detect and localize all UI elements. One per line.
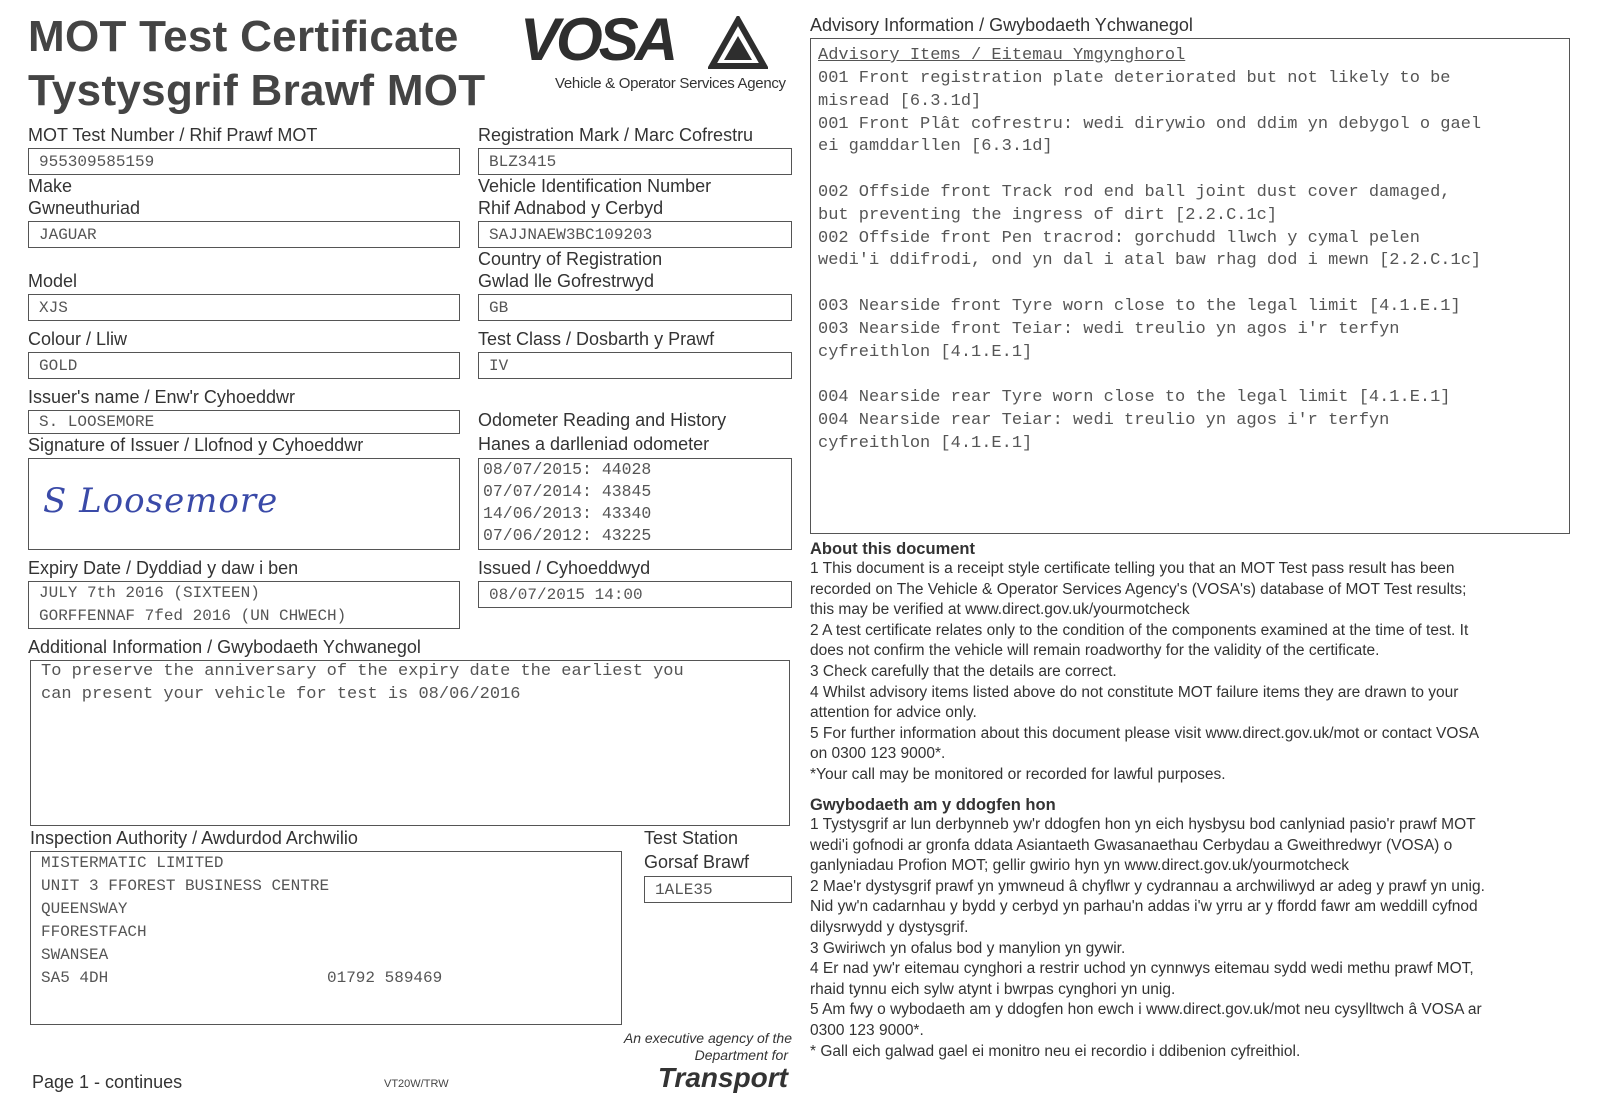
about-line-en: does not confirm the vehicle will remain roadworthy for the validity of the certificate. <box>810 642 1380 660</box>
country-label-en: Country of Registration <box>478 249 663 269</box>
inspection-authority-field <box>30 851 622 1025</box>
additional-info-label: Additional Information / Gwybodaeth Ychwanegol <box>28 637 421 657</box>
odometer-label-en: Odometer Reading and History <box>478 410 727 430</box>
test-class-label: Test Class / Dosbarth y Prawf <box>478 329 715 349</box>
test-station-label-en: Test Station <box>644 828 739 848</box>
about-line-cy: 1 Tystysgrif ar lun derbynneb yw'r ddogfen hon yn eich hysbysu bod canlyniad pasio'r prawf MOT <box>810 816 1476 833</box>
dft-line-2: Department for <box>694 1047 788 1063</box>
make-value: JAGUAR <box>39 226 97 244</box>
test-station-label-cy: Gorsaf Brawf <box>644 852 750 872</box>
issuer-name-label: Issuer's name / Enw'r Cyhoeddwr <box>28 387 295 407</box>
test-number-value: 955309585159 <box>39 153 155 171</box>
colour-value: GOLD <box>39 357 78 375</box>
make-label-cy: Gwneuthuriad <box>28 198 141 218</box>
country-value: GB <box>489 299 509 317</box>
test-class-value: IV <box>489 357 509 375</box>
about-line-en: 1 This document is a receipt style certificate telling you that an MOT Test pass result has been <box>810 560 1455 577</box>
about-heading-en: About this document <box>810 540 975 558</box>
about-line-cy: rhaid tynnu eich sylw atynt i bwrpas cynghori yn unig. <box>810 980 1176 998</box>
advisory-line: 004 Nearside rear Teiar: wedi treulio yn agos i'r terfyn <box>818 410 1390 430</box>
vosa-triangle-icon <box>708 16 768 72</box>
registration-label: Registration Mark / Marc Cofrestru <box>478 125 754 145</box>
model-field <box>28 294 460 321</box>
about-line-en: attention for advice only. <box>810 704 977 722</box>
inspection-authority-label: Inspection Authority / Awdurdod Archwilio <box>30 828 358 848</box>
issued-value: 08/07/2015 14:00 <box>489 586 643 604</box>
about-line-en: 3 Check carefully that the details are correct. <box>810 662 1117 680</box>
about-line-en: *Your call may be monitored or recorded for lawful purposes. <box>810 765 1226 783</box>
odometer-reading-4: 07/06/2012: 43225 <box>483 526 652 545</box>
registration-field <box>478 148 792 175</box>
dft-line-3: Transport <box>657 1062 788 1093</box>
advisory-line: 004 Nearside rear Tyre worn close to the legal limit [4.1.E.1] <box>818 388 1451 408</box>
title-english: MOT Test Certificate <box>28 12 459 61</box>
vosa-logo-text: VOSA <box>520 6 675 73</box>
advisory-line: 003 Nearside front Teiar: wedi treulio yn agos i'r terfyn <box>818 319 1400 339</box>
advisory-line: ei gamddarllen [6.3.1d] <box>818 137 1053 157</box>
expiry-value-cy: GORFFENNAF 7fed 2016 (UN CHWECH) <box>39 607 347 625</box>
issued-field <box>478 581 792 608</box>
about-line-en: 2 A test certificate relates only to the condition of the components examined at the time of test. It <box>810 621 1469 639</box>
inspection-line-4: FFORESTFACH <box>41 923 147 941</box>
title-welsh: Tystysgrif Brawf MOT <box>28 66 486 115</box>
advisory-box <box>810 38 1570 534</box>
odometer-reading-1: 08/07/2015: 44028 <box>483 460 652 479</box>
odometer-history-field <box>478 458 792 550</box>
about-heading-cy: Gwybodaeth am y ddogfen hon <box>810 796 1056 814</box>
advisory-line <box>818 364 1481 387</box>
advisory-line: 003 Nearside front Tyre worn close to the legal limit [4.1.E.1] <box>818 296 1461 316</box>
expiry-label: Expiry Date / Dyddiad y daw i ben <box>28 558 299 578</box>
model-label: Model <box>28 271 78 291</box>
country-field <box>478 294 792 321</box>
about-line-cy: dilysrwydd y dystysgrif. <box>810 918 969 936</box>
advisory-line: cyfreithlon [4.1.E.1] <box>818 433 1033 453</box>
test-station-value: 1ALE35 <box>655 881 713 899</box>
expiry-field <box>28 581 460 629</box>
about-line-en: 4 Whilst advisory items listed above do not constitute MOT failure items they are drawn to your <box>810 683 1459 701</box>
advisory-line: misread [6.3.1d] <box>818 91 982 111</box>
about-line-en: 5 For further information about this document please visit www.direct.gov.uk/mot or contact VOSA <box>810 724 1480 742</box>
inspection-line-5: SWANSEA <box>41 946 109 964</box>
inspection-line-6: SA5 4DH <box>41 969 109 987</box>
colour-field <box>28 352 460 379</box>
odometer-reading-2: 07/07/2014: 43845 <box>483 482 652 501</box>
additional-info-line-2: can present your vehicle for test is 08/06/2016 <box>41 685 521 704</box>
advisory-line: 001 Front Plât cofrestru: wedi dirywio ond ddim yn debygol o gael <box>818 114 1482 134</box>
test-number-field <box>28 148 460 175</box>
additional-info-line-1: To preserve the anniversary of the expiry date the earliest you <box>41 662 684 681</box>
advisory-label: Advisory Information / Gwybodaeth Ychwanegol <box>810 15 1193 35</box>
advisory-heading: Advisory Items / Eitemau Ymgynghorol <box>818 46 1186 65</box>
signature-label: Signature of Issuer / Llofnod y Cyhoeddwr <box>28 435 364 455</box>
advisory-line: 001 Front registration plate deteriorated but not likely to be <box>818 69 1451 88</box>
page-indicator: Page 1 - continues <box>32 1072 183 1092</box>
additional-info-field <box>30 660 790 826</box>
expiry-value-en: JULY 7th 2016 (SIXTEEN) <box>39 584 260 602</box>
about-line-cy: wedi'i gofnodi ar gronfa ddata Asiantaeth Gwasanaethau Cerbydau a Gweithredwyr (VOSA) o <box>810 836 1453 854</box>
about-line-en: this may be verified at www.direct.gov.uk/yourmotcheck <box>810 601 1190 619</box>
vin-value: SAJJNAEW3BC109203 <box>489 226 653 244</box>
advisory-line: wedi'i ddifrodi, ond yn dal i atal baw rhag dod i mewn [2.2.C.1c] <box>818 251 1482 271</box>
model-value: XJS <box>39 299 68 317</box>
about-line-cy: 2 Mae'r dystysgrif prawf yn ymwneud â chyflwr y cydrannau a archwiliwyd ar adeg y prawf yn unig. <box>810 877 1485 895</box>
about-line-en: on 0300 123 9000*. <box>810 745 946 763</box>
agency-name: Vehicle & Operator Services Agency <box>555 75 786 92</box>
odometer-label-cy: Hanes a darlleniad odometer <box>478 434 710 454</box>
advisory-line: cyfreithlon [4.1.E.1] <box>818 342 1033 362</box>
about-line-cy: 3 Gwiriwch yn ofalus bod y manylion yn gywir. <box>810 939 1126 957</box>
about-line-cy: 0300 123 9000*. <box>810 1021 924 1039</box>
about-line-cy: * Gall eich galwad gael ei monitro neu ei recordio i ddibenion cyfreithiol. <box>810 1042 1301 1060</box>
country-label-cy: Gwlad lle Gofrestrwyd <box>478 271 655 291</box>
issued-label: Issued / Cyhoeddwyd <box>478 558 651 578</box>
about-line-cy: ganlyniadau Profion MOT; gellir gwirio hyn yn www.direct.gov.uk/yourmotcheck <box>810 857 1350 875</box>
test-station-field <box>644 876 792 903</box>
about-line-cy: Nid yw'n cadarnhau y bydd y cerbyd yn parhau'n addas i'w yrru ar y ffordd fawr am weddill cyfnod <box>810 898 1478 916</box>
advisory-items <box>818 68 1481 456</box>
advisory-line <box>818 159 1481 182</box>
make-label-en: Make <box>28 176 73 196</box>
inspection-line-2: UNIT 3 FFOREST BUSINESS CENTRE <box>41 877 330 895</box>
issuer-signature: S Loosemore <box>43 481 279 521</box>
inspection-line-1: MISTERMATIC LIMITED <box>41 854 224 872</box>
inspection-line-3: QUEENSWAY <box>41 900 128 918</box>
make-field <box>28 221 460 248</box>
about-line-cy: 4 Er nad yw'r eitemau cynghori a restrir uchod yn cynnwys eitemau sydd wedi methu prawf MOT, <box>810 960 1474 978</box>
form-code: VT20W/TRW <box>384 1078 449 1090</box>
odometer-reading-3: 14/06/2013: 43340 <box>483 504 652 523</box>
about-line-en: recorded on The Vehicle & Operator Services Agency's (VOSA's) database of MOT Test results; <box>810 580 1467 598</box>
test-number-label: MOT Test Number / Rhif Prawf MOT <box>28 125 318 145</box>
about-line-cy: 5 Am fwy o wybodaeth am y ddogfen hon ewch i www.direct.gov.uk/mot neu cysylltwch â VOSA ar <box>810 1001 1482 1019</box>
inspection-phone: 01792 589469 <box>327 969 443 987</box>
issuer-name-value: S. LOOSEMORE <box>39 413 155 431</box>
advisory-line <box>818 273 1481 296</box>
dft-line-1: An executive agency of the <box>623 1030 792 1046</box>
test-class-field <box>478 352 792 379</box>
dft-logo <box>560 1030 792 1092</box>
vin-label-cy: Rhif Adnabod y Cerbyd <box>478 198 664 218</box>
signature-field <box>28 458 460 550</box>
about-document-en <box>810 540 1479 786</box>
vosa-logo <box>520 6 780 73</box>
about-document-cy <box>810 796 1485 1062</box>
vin-field <box>478 221 792 248</box>
issuer-name-field <box>28 410 460 434</box>
registration-value: BLZ3415 <box>489 153 557 171</box>
advisory-line: 002 Offside front Track rod end ball joint dust cover damaged, <box>818 182 1451 202</box>
advisory-line: but preventing the ingress of dirt [2.2.C.1c] <box>818 205 1278 225</box>
vin-label-en: Vehicle Identification Number <box>478 176 712 196</box>
colour-label: Colour / Lliw <box>28 329 128 349</box>
advisory-line: 002 Offside front Pen tracrod: gorchudd llwch y cymal pelen <box>818 228 1420 248</box>
